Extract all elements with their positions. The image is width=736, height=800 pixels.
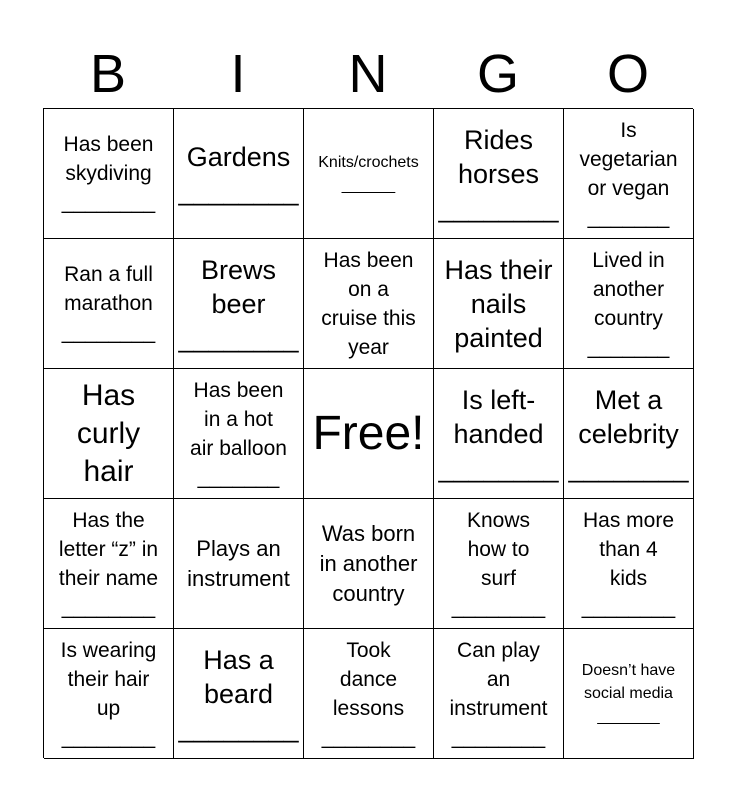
- bingo-cell[interactable]: [174, 629, 304, 759]
- bingo-cell[interactable]: [434, 109, 564, 239]
- bingo-cell[interactable]: [174, 239, 304, 369]
- cell-text: Has the letter “z” in their name ________: [58, 508, 159, 619]
- cell-text: Is left- handed ________: [438, 384, 559, 483]
- cell-text: Can play an instrument ________: [449, 638, 548, 749]
- cell-text: Has been skydiving ________: [61, 133, 156, 214]
- cell-text: Lived in another country _______: [587, 248, 670, 359]
- bingo-board: [43, 108, 693, 758]
- free-space[interactable]: [304, 369, 434, 499]
- bingo-cell[interactable]: [174, 109, 304, 239]
- cell-text: Knows how to surf ________: [451, 508, 546, 619]
- cell-text: Ran a full marathon ________: [61, 263, 156, 344]
- bingo-cell[interactable]: [304, 629, 434, 759]
- cell-text: Has more than 4 kids ________: [581, 508, 676, 619]
- cell-text: Took dance lessons ________: [321, 638, 416, 749]
- bingo-cell[interactable]: [44, 239, 174, 369]
- bingo-cell[interactable]: [434, 629, 564, 759]
- cell-text: Plays an instrument: [187, 535, 290, 591]
- bingo-cell[interactable]: [564, 369, 694, 499]
- cell-text: Knits/crochets ______: [318, 153, 419, 194]
- bingo-cell[interactable]: [44, 629, 174, 759]
- bingo-cell[interactable]: [564, 239, 694, 369]
- cell-text: Gardens ________: [178, 141, 299, 206]
- cell-text: Has a beard ________: [178, 644, 299, 743]
- bingo-cell[interactable]: [304, 239, 434, 369]
- bingo-cell[interactable]: [44, 109, 174, 239]
- header-letter-o: O: [606, 44, 649, 104]
- cell-text: Was born in another country: [319, 520, 418, 606]
- bingo-cell[interactable]: [304, 499, 434, 629]
- cell-text: Rides horses ________: [438, 124, 559, 223]
- bingo-cell[interactable]: [434, 239, 564, 369]
- bingo-header: [43, 40, 693, 108]
- bingo-cell[interactable]: [434, 369, 564, 499]
- bingo-cell[interactable]: [564, 499, 694, 629]
- free-space-text: Free!: [312, 406, 425, 460]
- cell-text: Has been in a hot air balloon _______: [190, 378, 287, 489]
- bingo-cell[interactable]: [304, 109, 434, 239]
- cell-text: Doesn’t have social media _______: [581, 662, 676, 725]
- cell-text: Brews beer ________: [178, 254, 299, 353]
- header-letter-i: I: [230, 44, 246, 104]
- header-letter-b: B: [89, 44, 127, 104]
- cell-text: Has their nails painted: [444, 254, 553, 353]
- bingo-cell[interactable]: [174, 499, 304, 629]
- bingo-cell[interactable]: [44, 499, 174, 629]
- bingo-cell[interactable]: [564, 109, 694, 239]
- header-letter-g: G: [476, 44, 519, 104]
- cell-text: Is vegetarian or vegan _______: [579, 118, 678, 229]
- bingo-cell[interactable]: [434, 499, 564, 629]
- header-letter-n: N: [348, 44, 388, 104]
- bingo-cell[interactable]: [174, 369, 304, 499]
- bingo-cell[interactable]: [564, 629, 694, 759]
- cell-text: Has curly hair: [76, 378, 141, 488]
- cell-text: Has been on a cruise this year: [321, 248, 416, 359]
- cell-text: Is wearing their hair up ________: [60, 638, 157, 749]
- cell-text: Met a celebrity ________: [568, 384, 689, 483]
- bingo-cell[interactable]: [44, 369, 174, 499]
